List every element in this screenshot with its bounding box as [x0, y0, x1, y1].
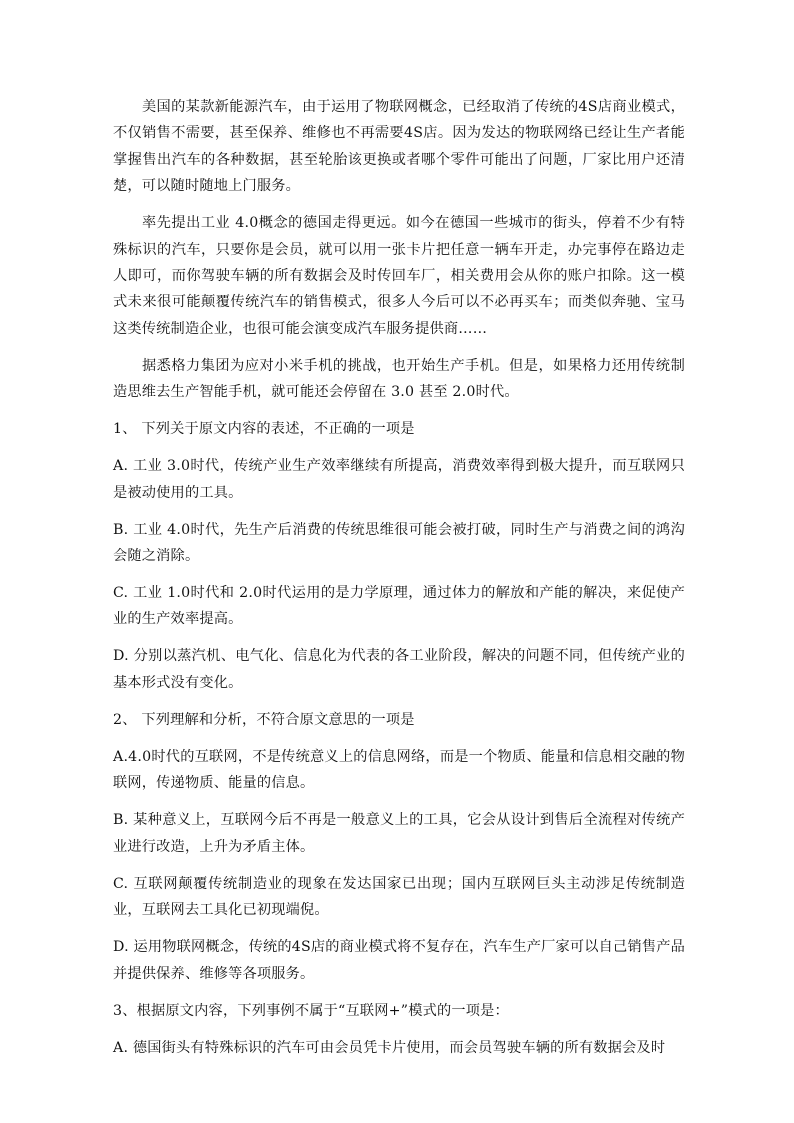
question-3-option-a: A. 德国街头有特殊标识的汽车可由会员凭卡片使用，而会员驾驶车辆的所有数据会及时 [113, 1039, 666, 1056]
question-1-option-a: A. 工业 3.0时代，传统产业生产效率继续有所提高，消费效率得到极大提升，而互联网只是被动使用的工具。 [113, 458, 685, 501]
question-1-option-b: B. 工业 4.0时代，先生产后消费的传统思维很可能会被打破，同时生产与消费之间的鸿沟会随之消除。 [113, 521, 685, 565]
question-2-option-c: C. 互联网颠覆传统制造业的现象在发达国家已出现；国内互联网巨头主动涉足传统制造业，互联网去工具化已初现端倪。 [113, 875, 685, 919]
paragraph-us-car: 美国的某款新能源汽车，由于运用了物联网概念，已经取消了传统的4S店商业模式，不仅销售不需要，甚至保养、维修也不再需要4S店。因为发达的物联网络已经让生产者能掌握售出汽车的各种数据，甚至轮胎该更换或者哪个零件可能出了问题，厂家比用户还清楚，可以随时随地上门服务。 [113, 99, 685, 195]
paragraph-germany: 率先提出工业 4.0概念的德国走得更远。如今在德国一些城市的街头，停着不少有特殊标识的汽车，只要你是会员，就可以用一张卡片把任意一辆车开走，办完事停在路边走人即可，而你驾驶车辆的所有数据会及时传回车厂，相关费用会从你的账户扣除。这一模式未来很可能颠覆传统汽车的销售模式，很多人今后可以不必再买车；而类似奔驰、宝马这类传统制造企业，也很可能会演变成汽车服务提供商…… [113, 215, 685, 337]
paragraph-gree: 据悉格力集团为应对小米手机的挑战，也开始生产手机。但是，如果格力还用传统制造思维去生产智能手机，就可能还会停留在 3.0 甚至 2.0时代。 [113, 357, 685, 401]
question-3-stem: 3、根据原文内容，下列事例不属于“互联网+”模式的一项是： [113, 1002, 509, 1019]
document-page [113, 94, 685, 1072]
question-1-option-c: C. 工业 1.0时代和 2.0时代运用的是力学原理，通过体力的解放和产能的解决，来促使产业的生产效率提高。 [113, 585, 685, 628]
question-2-option-d: D. 运用物联网概念，传统的4S店的商业模式将不复存在，汽车生产厂家可以自己销售产品并提供保养、维修等各项服务。 [113, 939, 685, 982]
question-2-stem: 2、 下列理解和分析，不符合原文意思的一项是 [113, 711, 415, 728]
question-2-option-a: A.4.0时代的互联网，不是传统意义上的信息网络，而是一个物质、能量和信息相交融的物联网，传递物质、能量的信息。 [113, 748, 685, 792]
question-1-stem: 1、 下列关于原文内容的表述，不正确的一项是 [113, 421, 415, 438]
question-2-option-b: B. 某种意义上，互联网今后不再是一般意义上的工具，它会从设计到售后全流程对传统产业进行改造，上升为矛盾主体。 [113, 812, 685, 855]
question-1-option-d: D. 分别以蒸汽机、电气化、信息化为代表的各工业阶段，解决的问题不同，但传统产业的基本形式没有变化。 [113, 648, 685, 691]
